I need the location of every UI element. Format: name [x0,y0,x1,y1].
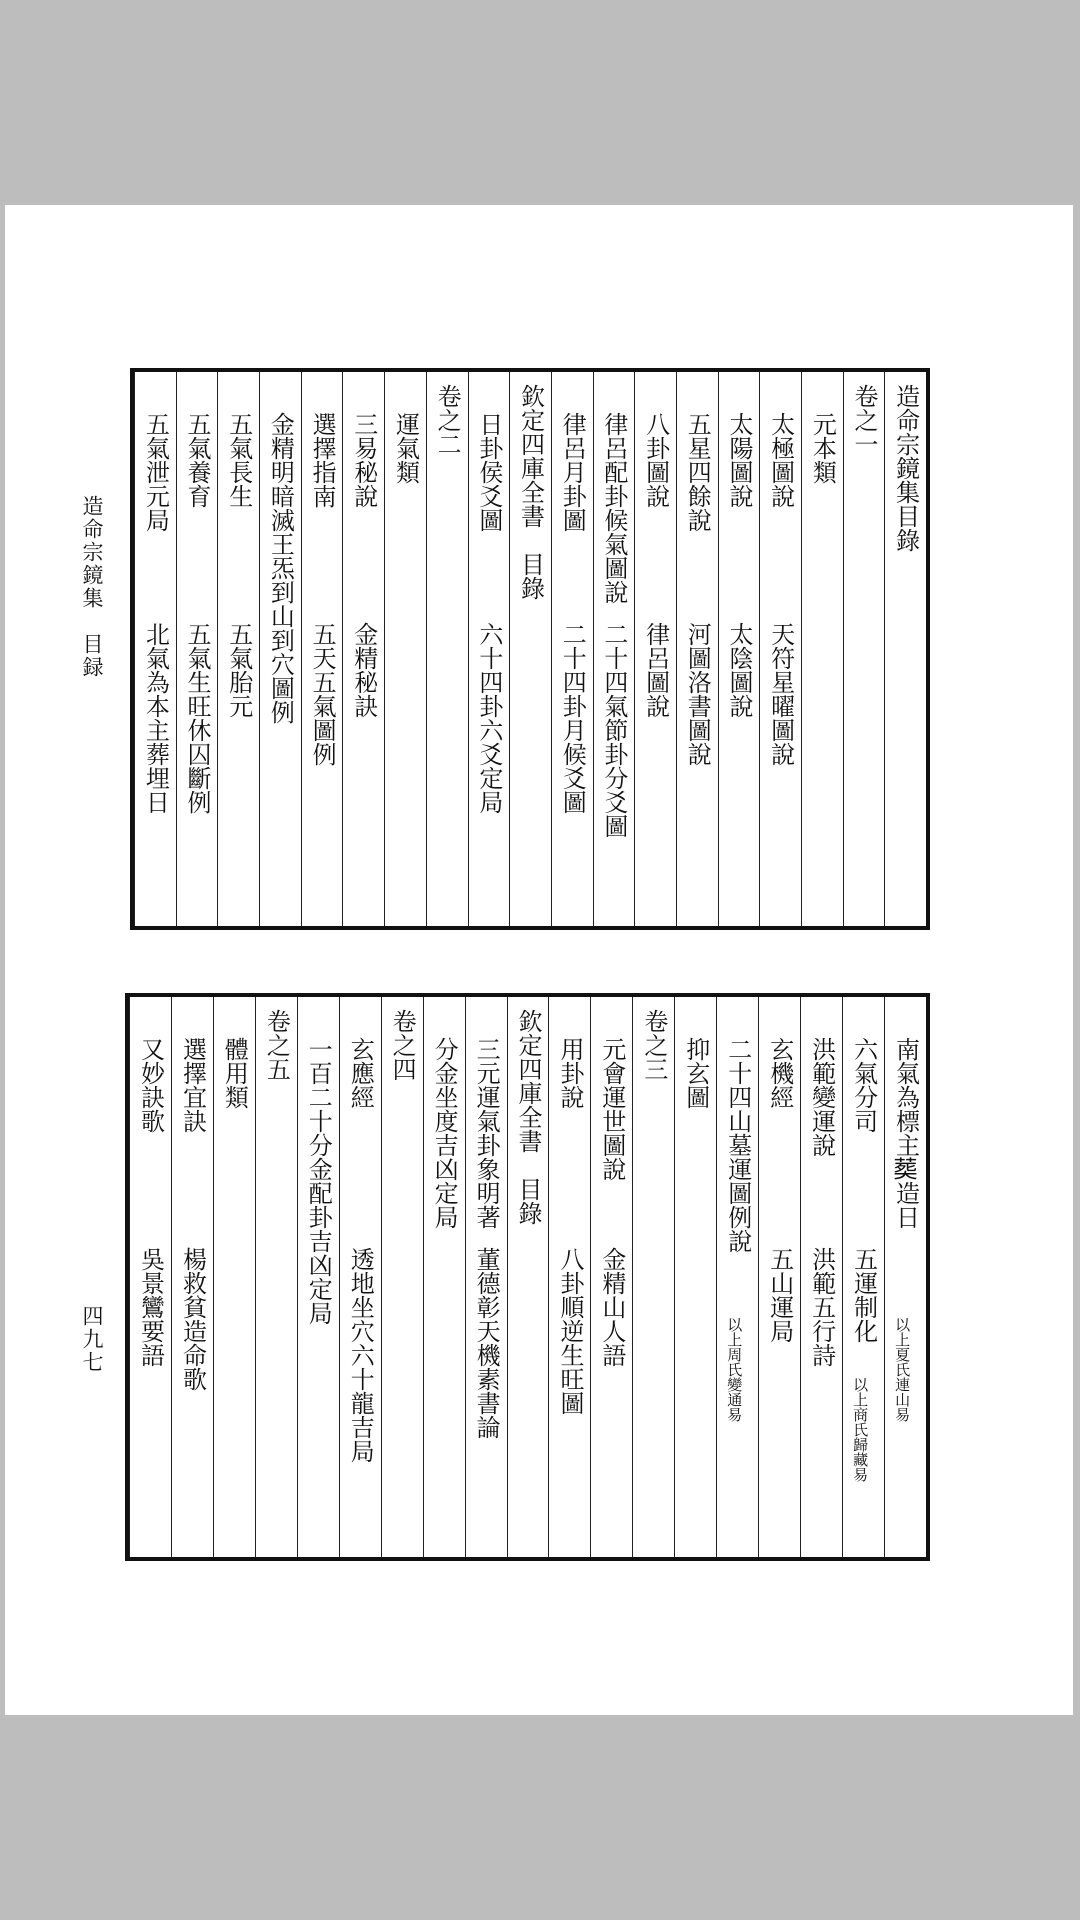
bottom-column [590,997,632,1557]
top-column [509,372,551,926]
top-column [551,372,593,926]
top-entry: 金精明暗滅王炁到山到穴圖例 [266,412,295,724]
bottom-entry: 體用類 [220,1037,249,1109]
bottom-table-of-contents-panel [125,993,930,1561]
top-entry: 太極圖說 [766,412,795,508]
bottom-column [213,997,255,1557]
top-column [426,372,468,926]
top-entry-second: 律呂圖說 [641,622,670,718]
bottom-column [381,997,423,1557]
top-entry-second: 二十四卦月候爻圖 [558,622,587,814]
top-entry-second: 五氣胎元 [224,622,253,718]
bottom-entry-second: 吳景鸞要語 [136,1247,165,1367]
margin-page-number: 四九七 [80,1305,104,1374]
bottom-column [171,997,213,1557]
bottom-entry: 洪範變運說 [807,1037,836,1157]
top-table-of-contents-panel [130,368,930,930]
bottom-entry: 二十四山墓運圖例說 [723,1037,752,1253]
top-entry-second: 河圖洛書圖說 [683,622,712,766]
bottom-entry-second: 八卦順逆生旺圖 [555,1247,584,1415]
bottom-annotation-note: 以上商氏歸藏易 [851,1377,870,1482]
bottom-entry-second: 董德彰天機素書論 [472,1247,501,1439]
bottom-entry: 元會運世圖說 [597,1037,626,1181]
top-column [676,372,718,926]
bottom-column [884,997,926,1557]
top-entry: 五氣泄元局 [141,412,170,532]
top-entry-second: 五天五氣圖例 [308,622,337,766]
top-column [217,372,259,926]
top-column [468,372,510,926]
bottom-entry-second: 五運制化 [849,1247,878,1343]
top-column [759,372,801,926]
fish-tail-header: 欽定四庫全書 目錄 [514,1009,543,1225]
bottom-entry-second: 金精山人語 [597,1247,626,1367]
top-column [301,372,343,926]
top-column [176,372,218,926]
top-entry: 卷之一 [850,384,878,456]
bottom-entry: 分金坐度吉凶定局 [430,1037,459,1229]
top-entry: 五氣長生 [224,412,253,508]
top-entry: 五氣養育 [183,412,212,508]
bottom-entry: 抑玄圖 [681,1037,710,1109]
bottom-entry: 卷之四 [388,1009,417,1081]
top-entry: 運氣類 [391,412,420,484]
bottom-column [339,997,381,1557]
bottom-column [716,997,758,1557]
top-column [884,372,926,926]
top-entry-second: 二十四氣節卦分爻圖 [599,622,628,838]
bottom-column [674,997,716,1557]
bottom-entry: 一百二十分金配卦吉凶定局 [304,1037,333,1325]
top-entry: 三易秘說 [349,412,378,508]
bottom-entry: 南氣為標主𦵏造日 [891,1037,920,1229]
bottom-column [423,997,465,1557]
top-column [718,372,760,926]
margin-book-title: 造命宗鏡集 目録 [80,495,104,679]
bottom-column [842,997,884,1557]
bottom-column [255,997,297,1557]
bottom-entry: 六氣分司 [849,1037,878,1133]
bottom-column [297,997,339,1557]
top-entry-second: 太陰圖說 [724,622,753,718]
top-entry: 八卦圖說 [641,412,670,508]
top-entry-second: 北氣為本主葬埋日 [141,622,170,814]
top-entry: 太陽圖說 [724,412,753,508]
top-column [342,372,384,926]
top-column [801,372,843,926]
top-entry: 造命宗鏡集目錄 [891,384,920,552]
scanned-page [5,205,1073,1715]
top-entry: 五星四餘說 [683,412,712,532]
top-column [384,372,426,926]
top-entry: 日卦侯爻圖 [474,412,503,532]
top-entry: 律呂月卦圖 [558,412,587,532]
bottom-column [548,997,590,1557]
bottom-entry: 玄應經 [346,1037,375,1109]
bottom-entry: 玄機經 [765,1037,794,1109]
bottom-entry-second: 楊救貧造命歌 [178,1247,207,1391]
top-entry: 選擇指南 [308,412,337,508]
top-column [259,372,301,926]
bottom-entry: 選擇宜訣 [178,1037,207,1133]
top-column [843,372,885,926]
fish-tail-header: 欽定四庫全書 目錄 [516,384,545,600]
top-column [634,372,676,926]
bottom-entry: 卷之五 [262,1009,291,1081]
top-entry-second: 六十四卦六爻定局 [474,622,503,814]
top-column [134,372,176,926]
top-column [593,372,635,926]
bottom-entry-second: 五山運局 [765,1247,794,1343]
top-entry: 律呂配卦候氣圖說 [599,412,628,604]
bottom-column [129,997,171,1557]
bottom-column [465,997,507,1557]
top-entry: 元本類 [808,412,837,484]
bottom-entry: 用卦說 [555,1037,584,1109]
bottom-entry: 又妙訣歌 [136,1037,165,1133]
bottom-entry-second: 透地坐穴六十龍吉局 [346,1247,375,1463]
bottom-column [758,997,800,1557]
bottom-annotation-note: 以上夏氏連山易 [893,1317,912,1422]
bottom-entry: 卷之三 [639,1009,668,1081]
bottom-entry: 三元運氣卦象明著 [472,1037,501,1229]
top-entry-second: 五氣生旺休囚斷例 [183,622,212,814]
top-entry: 卷之二 [433,384,462,456]
bottom-column [800,997,842,1557]
bottom-entry-second: 洪範五行詩 [807,1247,836,1367]
top-entry-second: 天符星曜圖說 [766,622,795,766]
bottom-annotation-note: 以上周氏變通易 [725,1317,744,1422]
bottom-column [507,997,549,1557]
top-entry-second: 金精秘訣 [349,622,378,718]
bottom-column [632,997,674,1557]
